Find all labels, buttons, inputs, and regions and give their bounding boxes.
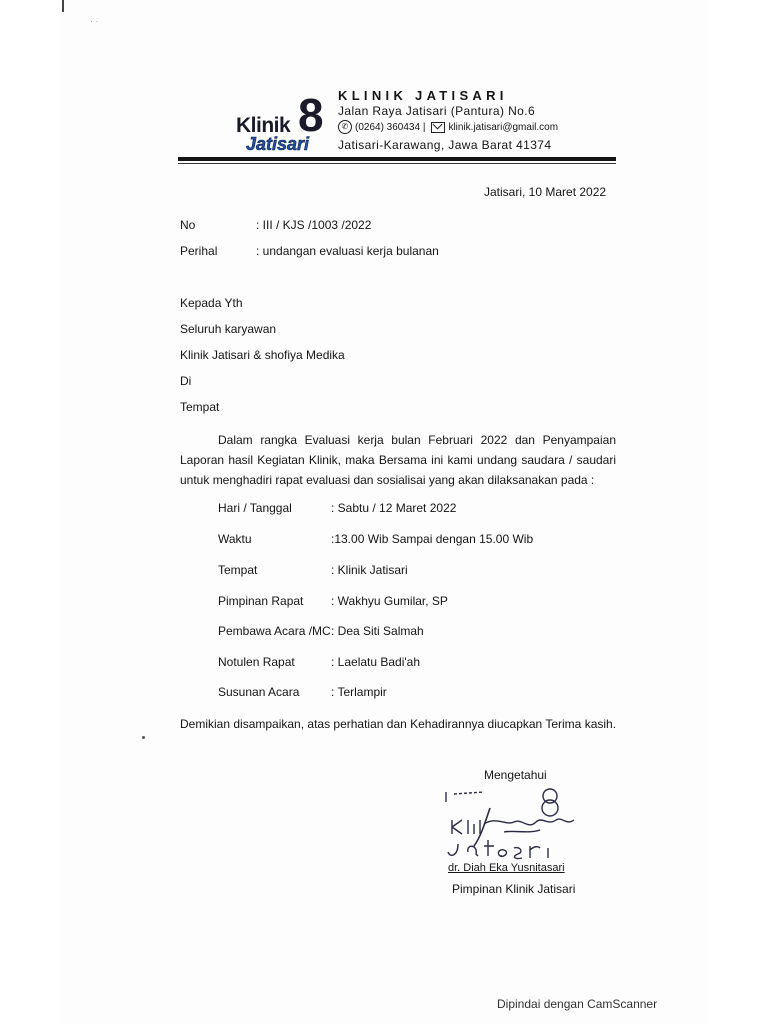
addressee-line: Di	[180, 374, 192, 388]
clinic-address: Jalan Raya Jatisari (Pantura) No.6	[338, 104, 536, 118]
addressee-line: Tempat	[180, 400, 220, 414]
clinic-logo	[236, 89, 336, 158]
detail-label: Pimpinan Rapat	[218, 594, 304, 608]
clinic-stamp-signature	[444, 786, 584, 866]
body-paragraph	[180, 430, 616, 490]
detail-value: : Terlampir	[331, 685, 387, 699]
letter-date: Jatisari, 10 Maret 2022	[484, 185, 607, 199]
addressee-line: Seluruh karyawan	[180, 322, 277, 336]
letter-number-label: No	[180, 218, 196, 232]
letterhead-rule-thin	[178, 163, 616, 164]
mail-icon	[431, 122, 445, 133]
phone-icon: ✆	[338, 120, 352, 134]
signer-title: Pimpinan Klinik Jatisari	[452, 882, 576, 896]
detail-value: : Wakhyu Gumilar, SP	[331, 594, 448, 608]
acknowledged-label: Mengetahui	[484, 768, 547, 782]
clinic-contact	[338, 120, 558, 134]
detail-label: Pembawa Acara /MC	[218, 624, 331, 638]
detail-value: : Klinik Jatisari	[331, 563, 408, 577]
detail-label: Notulen Rapat	[218, 655, 295, 669]
detail-value: :13.00 Wib Sampai dengan 15.00 Wib	[331, 532, 534, 546]
subject-label: Perihal	[180, 244, 218, 258]
clinic-email: klinik.jatisari@gmail.com	[448, 121, 559, 133]
clinic-name: KLINIK JATISARI	[338, 88, 508, 103]
closing-sentence: Demikian disampaikan, atas perhatian dan Kehadirannya diucapkan Terima kasih.	[180, 717, 617, 731]
detail-value: : Laelatu Badi'ah	[331, 655, 421, 669]
scanner-watermark: Dipindai dengan CamScanner	[497, 997, 658, 1011]
letterhead-rule	[178, 157, 616, 161]
detail-value: : Sabtu / 12 Maret 2022	[331, 501, 457, 515]
body-line: untuk menghadiri rapat evaluasi dan sosialisai yang akan dilaksanakan pada :	[180, 473, 595, 487]
addressee-line: Klinik Jatisari & shofiya Medika	[180, 348, 345, 362]
logo-klinik-text: Klinik	[236, 114, 291, 137]
addressee-line: Kepada Yth	[180, 296, 243, 310]
scan-artifact	[62, 0, 64, 12]
body-line: Dalam rangka Evaluasi kerja bulan Februari 2022 dan Penyampaian	[218, 433, 616, 447]
scan-artifact-dots: · ·	[90, 16, 99, 26]
detail-label: Hari / Tanggal	[218, 501, 292, 515]
letter-number-value: : III / KJS /1003 /2022	[256, 218, 372, 232]
detail-label: Tempat	[218, 563, 258, 577]
signer-name: dr. Diah Eka Yusnitasari	[448, 862, 565, 874]
detail-value: : Dea Siti Salmah	[331, 624, 424, 638]
body-line: Laporan hasil Kegiatan Klinik, maka Bersama ini kami undang saudara / saudari	[180, 453, 616, 467]
logo-jatisari-text: Jatisari	[246, 134, 310, 154]
clinic-city: Jatisari-Karawang, Jawa Barat 41374	[338, 138, 552, 152]
subject-value: : undangan evaluasi kerja bulanan	[256, 244, 439, 258]
detail-label: Waktu	[218, 532, 252, 546]
detail-label: Susunan Acara	[218, 685, 300, 699]
logo-number: 8	[298, 89, 324, 141]
clinic-phone: (0264) 360434 |	[355, 121, 426, 133]
scan-speck	[142, 736, 145, 739]
